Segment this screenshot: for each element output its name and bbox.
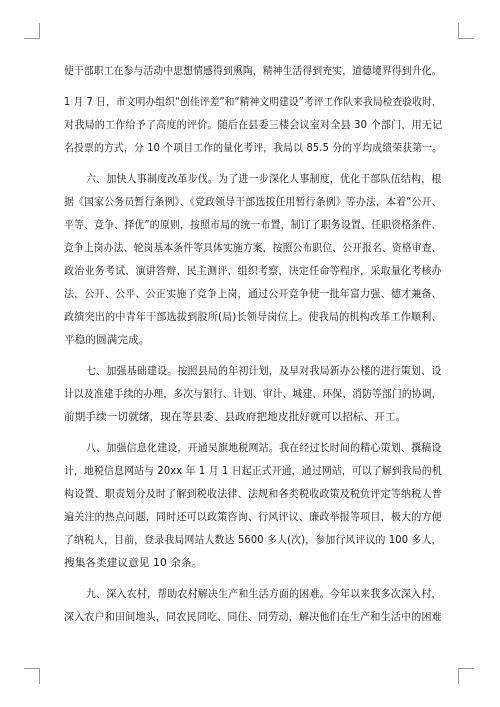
text-line: 政绩突出的中青年干部选拔到股所(局)长领导岗位上。使我局的机构改革工作顺利、 [64,311,442,323]
text-line: 使干部职工在参与活动中思想情感得到熏陶，精神生活得到充实，道德境界得到升化。 [64,65,442,77]
paragraph-start-line: 七、加强基础建设。按照县局的年初计划，及早对我局新办公楼的进行策划、设 [86,365,442,377]
text-line: 遍关注的热点问题，同时还可以政策咨询、行风评议、廉政举报等项目，极大的方便 [64,511,442,523]
crop-mark-bottom-right-v [458,668,459,684]
text-line: 计，地税信息网站与 20xx 年 1 月 1 日起正式开通，通过网站，可以了解到我局的机 [64,465,442,477]
paragraph-start-line: 九、深入农村，帮助农村解决生产和生活方面的困难。今年以来我多次深入村， [86,588,442,600]
text-line: 名投票的方式，分 10 个项目工作的量化考评，我局以 85.5 分的平均成绩荣获第一。 [64,142,443,154]
text-line: 1 月 7 日，市文明办组织“创佳评差”和“精神文明建设”考评工作队来我局检查验收时， [64,96,442,108]
paragraph-start-line: 六、加快人事制度改革步伐。为了进一步深化人事制度，优化干部队伍结构，根 [86,173,442,185]
text-line: 计以及准建手续的办理，多次与银行、计划、审计、城建、环保、消防等部门的协调， [64,388,442,400]
text-line: 对我局的工作给予了高度的评价。随后在县委三楼会议室对全县 30 个部门，用无记 [64,119,443,131]
crop-mark-top-left-h [24,38,40,39]
paragraph-start-line: 八、加强信息化建设，开通吴旗地税网站。我在经过长时间的精心策划、撰稿设 [86,442,442,454]
crop-mark-top-left-v [39,23,40,39]
text-line: 平稳的圆满完成。 [64,334,150,346]
text-line: 平等、竞争、择优”的原则，按照市局的统一布置，制订了职务设置、任职资格条件、 [64,219,442,231]
text-line: 了纳税人，目前，登录我局网站人数达 5600 多人(次)，参加行风评议的 100 多人， [64,534,442,546]
crop-mark-bottom-left-h [24,668,40,669]
crop-mark-bottom-left-v [39,668,40,684]
text-line: 法，公开、公平、公正实施了竞争上岗，通过公开竞争使一批年富力强、德才兼备、 [64,288,442,300]
text-line: 竞争上岗办法、轮岗基本条件等具体实施方案，按照公布职位、公开报名、资格审查、 [64,242,442,254]
text-line: 前期手续一切就绪，现在等县委、县政府把地皮批好就可以招标、开工。 [64,411,407,423]
text-line: 据《国家公务员暂行条例》、《党政领导干部选拔任用暂行条例》等办法，本着“公开、 [64,196,442,208]
text-line: 政治业务考试、演讲答辩、民主测评、组织考察，决定任命等程序，采取量化考核办 [64,265,442,277]
text-line: 搜集各类建议意见 10 余条。 [64,557,203,569]
crop-mark-top-right-h [458,38,474,39]
crop-mark-top-right-v [458,23,459,39]
text-line: 构设置、职责划分及时了解到税收法律、法规和各类税收政策及税负评定等纳税人普 [64,488,442,500]
text-line: 深入农户和田间地头，同农民同吃、同住、同劳动，解决他们在生产和生活中的困难 [64,611,442,623]
crop-mark-bottom-right-h [458,668,474,669]
